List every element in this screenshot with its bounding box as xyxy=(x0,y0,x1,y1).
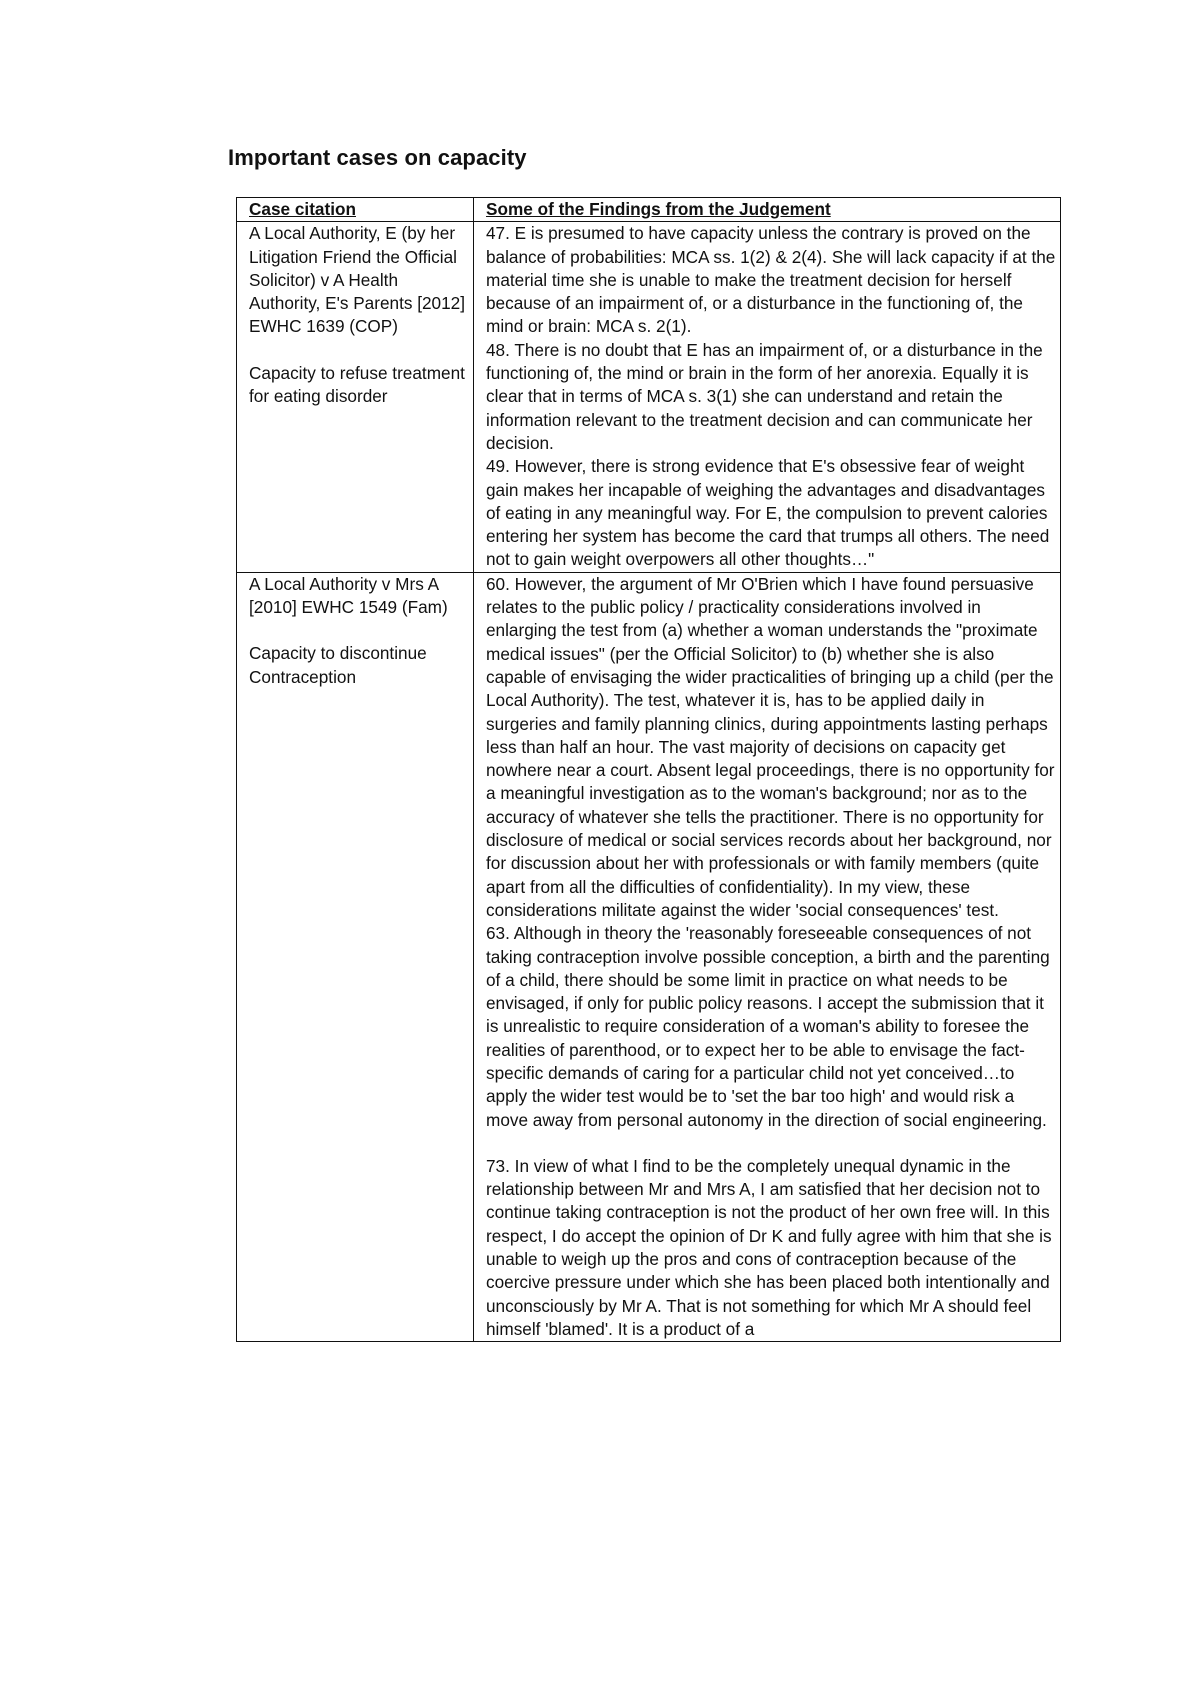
table-header-row xyxy=(237,198,1061,222)
cases-table xyxy=(236,197,1061,1342)
table-row xyxy=(237,222,1061,572)
findings-cell xyxy=(474,572,1061,1342)
finding-paragraph: 47. E is presumed to have capacity unless the contrary is proved on the balance of probabilities: MCA ss. 1(2) & 2(4). She will lack capacity if at the material time she is unable to make the treatment decision for herself because of an impairment of, or a disturbance in the functioning of, the mind or brain: MCA s. 2(1). xyxy=(486,223,1056,337)
finding-paragraph: 49. However, there is strong evidence that E's obsessive fear of weight gain makes her incapable of weighing the advantages and disadvantages of eating in any meaningful way. For E, the compulsion to prevent calories entering her system has become the card that trumps all others. The need not to gain weight overpowers all other thoughts…" xyxy=(486,456,1050,570)
header-case-citation: Case citation xyxy=(237,198,474,222)
case-citation-cell xyxy=(237,572,474,1342)
header-findings: Some of the Findings from the Judgement xyxy=(474,198,1061,222)
case-citation: A Local Authority v Mrs A [2010] EWHC 1549 (Fam) xyxy=(249,573,448,618)
finding-paragraph: 48. There is no doubt that E has an impairment of, or a disturbance in the functioning of, the mind or brain in the form of her anorexia. Equally it is clear that in terms of MCA s. 3(1) she can understand and retain the information relevant to the treatment decision and can communicate her decision. xyxy=(486,339,1043,453)
findings-cell xyxy=(474,222,1061,572)
finding-paragraph: 60. However, the argument of Mr O'Brien which I have found persuasive relates to the public policy / practicality considerations involved in enlarging the test from (a) whether a woman understands the "proximate medical issues" (per the Official Solicitor) to (b) whether she is also capable of envisaging the wider practicalities of bringing up a child (per the Local Authority). The test, whatever it is, has to be applied daily in surgeries and family planning clinics, during appointments lasting perhaps less than half an hour. The vast majority of decisions on capacity get nowhere near a court. Absent legal proceedings, there is no opportunity for a meaningful investigation as to the woman's background; nor as to the accuracy of whatever she tells the practitioner. There is no opportunity for disclosure of medical or social services records about her background, nor for discussion about her with professionals or with family members (quite apart from all the difficulties of confidentiality). In my view, these considerations militate against the wider 'social consequences' test. xyxy=(486,573,1055,920)
case-citation-cell xyxy=(237,222,474,572)
finding-paragraph: 63. Although in theory the 'reasonably foreseeable consequences of not taking contraception involve possible conception, a birth and the parenting of a child, there should be some limit in practice on what needs to be envisaged, if only for public policy reasons. I accept the submission that it is unrealistic to require consideration of a woman's ability to foresee the realities of parenthood, or to expect her to be able to envisage the fact-specific demands of caring for a particular child not yet conceived…to apply the wider test would be to 'set the bar too high' and would risk a move away from personal autonomy in the direction of social engineering. xyxy=(486,923,1050,1130)
finding-paragraph: 73. In view of what I find to be the completely unequal dynamic in the relationship between Mr and Mrs A, I am satisfied that her decision not to continue taking contraception is not the product of her own free will. In this respect, I do accept the opinion of Dr K and fully agree with him that she is unable to weigh up the pros and cons of contraception because of the coercive pressure under which she has been placed both intentionally and unconsciously by Mr A. That is not something for which Mr A should feel himself 'blamed'. It is a product of a xyxy=(486,1155,1052,1339)
table-row xyxy=(237,572,1061,1342)
case-topic: Capacity to refuse treatment for eating disorder xyxy=(249,362,465,407)
page-title: Important cases on capacity xyxy=(228,145,527,170)
case-citation: A Local Authority, E (by her Litigation Friend the Official Solicitor) v A Health Authority, E's Parents [2012] EWHC 1639 (COP) xyxy=(249,223,466,337)
case-topic: Capacity to discontinue Contraception xyxy=(249,643,427,687)
